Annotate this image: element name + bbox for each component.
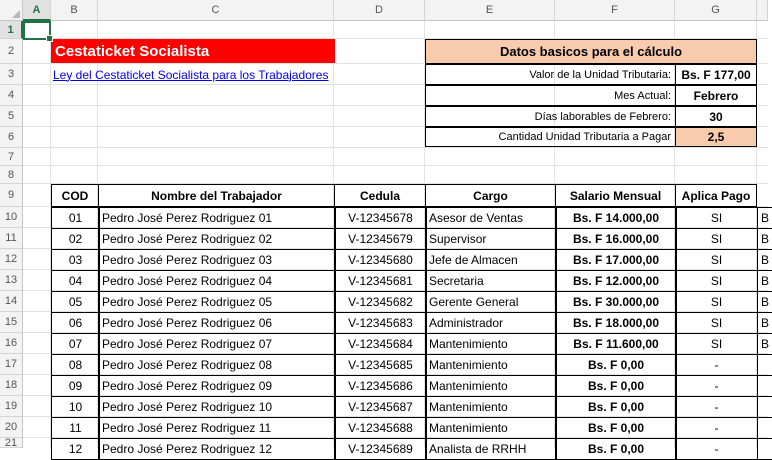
row-header-10[interactable]: 10 [0, 207, 23, 228]
cell-cedula[interactable]: V-12345683 [334, 312, 427, 334]
row-header-1[interactable]: 1 [0, 21, 23, 39]
row-header-3[interactable]: 3 [0, 64, 23, 85]
cell-cod[interactable]: 11 [51, 417, 100, 439]
cell-cargo[interactable]: Jefe de Almacen [425, 249, 557, 271]
table-header-cod[interactable]: COD [51, 184, 99, 207]
cell-cod[interactable]: 03 [51, 249, 100, 271]
cell-salary[interactable]: Bs. F 0,00 [555, 396, 677, 418]
cell-cod[interactable]: 08 [51, 354, 100, 376]
row-header-21[interactable]: 21 [0, 438, 23, 448]
cell-cedula[interactable]: V-12345686 [334, 375, 427, 397]
cell-aplica[interactable]: - [675, 375, 758, 397]
row-header-17[interactable]: 17 [0, 354, 23, 375]
cell-name[interactable]: Pedro José Perez Rodriguez 03 [98, 249, 336, 271]
cell-cedula[interactable]: V-12345684 [334, 333, 427, 355]
cell-cod[interactable]: 12 [51, 438, 100, 460]
cell-cargo[interactable]: Administrador [425, 312, 557, 334]
column-header-B[interactable]: B [51, 0, 98, 21]
cell-overflow[interactable]: B [757, 291, 772, 313]
cell-salary[interactable]: Bs. F 0,00 [555, 375, 677, 397]
cell-aplica[interactable]: - [675, 417, 758, 439]
cell-name[interactable]: Pedro José Perez Rodriguez 09 [98, 375, 336, 397]
cell-salary[interactable]: Bs. F 17.000,00 [555, 249, 677, 271]
cell-aplica[interactable]: - [675, 396, 758, 418]
row-header-9[interactable]: 9 [0, 184, 23, 207]
row-header-2[interactable]: 2 [0, 39, 23, 64]
column-header-C[interactable]: C [98, 0, 334, 21]
cell-salary[interactable]: Bs. F 30.000,00 [555, 291, 677, 313]
cell-salary[interactable]: Bs. F 18.000,00 [555, 312, 677, 334]
cell-cod[interactable]: 05 [51, 291, 100, 313]
cell-name[interactable]: Pedro José Perez Rodriguez 04 [98, 270, 336, 292]
cell-salary[interactable]: Bs. F 0,00 [555, 354, 677, 376]
column-header-D[interactable]: D [334, 0, 425, 21]
cell-overflow[interactable] [757, 354, 772, 376]
cell-cod[interactable]: 02 [51, 228, 100, 250]
basics-header[interactable]: Datos basicos para el cálculo [425, 39, 757, 64]
cell-cod[interactable]: 09 [51, 375, 100, 397]
cell-cedula[interactable]: V-12345678 [334, 207, 427, 229]
active-cell-selection[interactable] [23, 21, 51, 40]
row-header-11[interactable]: 11 [0, 228, 23, 249]
cell-aplica[interactable]: - [675, 438, 758, 460]
select-all-icon [12, 10, 20, 18]
table-header-salary[interactable]: Salario Mensual [555, 184, 676, 207]
cell-aplica[interactable]: SI [675, 228, 758, 250]
cell-cedula[interactable]: V-12345681 [334, 270, 427, 292]
gridline-horizontal [23, 165, 768, 166]
row-header-20[interactable]: 20 [0, 417, 23, 438]
cell-salary[interactable]: Bs. F 11.600,00 [555, 333, 677, 355]
column-header-E[interactable]: E [425, 0, 555, 21]
month-value[interactable]: Febrero [675, 85, 757, 106]
cell-cargo[interactable]: Mantenimiento [425, 333, 557, 355]
cell-aplica[interactable]: SI [675, 333, 758, 355]
select-all-corner[interactable] [0, 0, 23, 21]
row-header-16[interactable]: 16 [0, 333, 23, 354]
cell-cod[interactable]: 01 [51, 207, 100, 229]
ut-label[interactable]: Valor de la Unidad Tributaria: [425, 64, 676, 85]
cell-cargo[interactable]: Supervisor [425, 228, 557, 250]
table-header-cedula[interactable]: Cedula [334, 184, 426, 207]
row-header-19[interactable]: 19 [0, 396, 23, 417]
cell-aplica[interactable]: SI [675, 207, 758, 229]
cell-salary[interactable]: Bs. F 12.000,00 [555, 270, 677, 292]
column-header-G[interactable]: G [675, 0, 757, 21]
cell-salary[interactable]: Bs. F 14.000,00 [555, 207, 677, 229]
row-header-15[interactable]: 15 [0, 312, 23, 333]
cell-aplica[interactable]: - [675, 354, 758, 376]
cell-overflow[interactable] [757, 375, 772, 397]
fill-handle[interactable] [46, 35, 53, 42]
cell-name[interactable]: Pedro José Perez Rodriguez 02 [98, 228, 336, 250]
cell-cod[interactable]: 04 [51, 270, 100, 292]
cell-name[interactable]: Pedro José Perez Rodriguez 07 [98, 333, 336, 355]
cell-name[interactable]: Pedro José Perez Rodriguez 12 [98, 438, 336, 460]
column-header-A[interactable]: A [23, 0, 51, 21]
days-label[interactable]: Días laborables de Febrero: [425, 106, 676, 127]
cell-overflow[interactable] [757, 438, 772, 460]
days-value[interactable]: 30 [675, 106, 757, 127]
law-hyperlink[interactable]: Ley del Cestaticket Socialista para los Trabajadores [53, 67, 329, 82]
row-header-4[interactable]: 4 [0, 85, 23, 106]
cell-overflow[interactable]: B [757, 228, 772, 250]
row-header-18[interactable]: 18 [0, 375, 23, 396]
cell-cargo[interactable]: Secretaria [425, 270, 557, 292]
cell-cod[interactable]: 10 [51, 396, 100, 418]
row-header-14[interactable]: 14 [0, 291, 23, 312]
row-header-7[interactable]: 7 [0, 148, 23, 166]
cell-cargo[interactable]: Mantenimiento [425, 396, 557, 418]
cell-overflow[interactable]: B [757, 270, 772, 292]
cell-salary[interactable]: Bs. F 16.000,00 [555, 228, 677, 250]
cell-cedula[interactable]: V-12345687 [334, 396, 427, 418]
cell-name[interactable]: Pedro José Perez Rodriguez 10 [98, 396, 336, 418]
table-header-cargo[interactable]: Cargo [425, 184, 556, 207]
row-header-5[interactable]: 5 [0, 106, 23, 127]
sheet-title[interactable]: Cestaticket Socialista [51, 39, 335, 63]
gridline-horizontal [23, 147, 768, 148]
qty-label[interactable]: Cantidad Unidad Tributaria a Pagar [425, 127, 676, 147]
cell-cedula[interactable]: V-12345682 [334, 291, 427, 313]
cell-salary[interactable]: Bs. F 0,00 [555, 417, 677, 439]
cell-overflow[interactable] [757, 417, 772, 439]
qty-value[interactable]: 2,5 [675, 127, 757, 147]
cell-overflow[interactable]: B [757, 249, 772, 271]
cell-cargo[interactable]: Mantenimiento [425, 375, 557, 397]
cell-cod[interactable]: 06 [51, 312, 100, 334]
cell-cedula[interactable]: V-12345685 [334, 354, 427, 376]
cell-cargo[interactable]: Mantenimiento [425, 417, 557, 439]
cell-overflow[interactable] [757, 396, 772, 418]
table-header-aplica[interactable]: Aplica Pago [675, 184, 757, 207]
ut-value[interactable]: Bs. F 177,00 [675, 64, 757, 85]
row-header-12[interactable]: 12 [0, 249, 23, 270]
cell-name[interactable]: Pedro José Perez Rodriguez 11 [98, 417, 336, 439]
cell-cedula[interactable]: V-12345679 [334, 228, 427, 250]
month-label[interactable]: Mes Actual: [425, 85, 676, 106]
cell-aplica[interactable]: SI [675, 270, 758, 292]
cell-cedula[interactable]: V-12345689 [334, 438, 427, 460]
cell-cargo[interactable]: Gerente General [425, 291, 557, 313]
cell-overflow[interactable]: B [757, 333, 772, 355]
cell-cargo[interactable]: Asesor de Ventas [425, 207, 557, 229]
cell-salary[interactable]: Bs. F 0,00 [555, 438, 677, 460]
row-header-13[interactable]: 13 [0, 270, 23, 291]
table-header-name[interactable]: Nombre del Trabajador [98, 184, 335, 207]
row-header-6[interactable]: 6 [0, 127, 23, 148]
cell-aplica[interactable]: SI [675, 291, 758, 313]
cell-name[interactable]: Pedro José Perez Rodriguez 06 [98, 312, 336, 334]
cell-overflow[interactable]: B [757, 312, 772, 334]
cell-name[interactable]: Pedro José Perez Rodriguez 08 [98, 354, 336, 376]
cell-cedula[interactable]: V-12345680 [334, 249, 427, 271]
cell-aplica[interactable]: SI [675, 312, 758, 334]
cell-cedula[interactable]: V-12345688 [334, 417, 427, 439]
row-header-8[interactable]: 8 [0, 166, 23, 184]
column-header-F[interactable]: F [555, 0, 675, 21]
cell-aplica[interactable]: SI [675, 249, 758, 271]
cell-cod[interactable]: 07 [51, 333, 100, 355]
cell-overflow[interactable]: B [757, 207, 772, 229]
cell-name[interactable]: Pedro José Perez Rodriguez 01 [98, 207, 336, 229]
cell-cargo[interactable]: Mantenimiento [425, 354, 557, 376]
column-header-partial[interactable] [757, 0, 768, 21]
cell-cargo[interactable]: Analista de RRHH [425, 438, 557, 460]
cell-name[interactable]: Pedro José Perez Rodriguez 05 [98, 291, 336, 313]
